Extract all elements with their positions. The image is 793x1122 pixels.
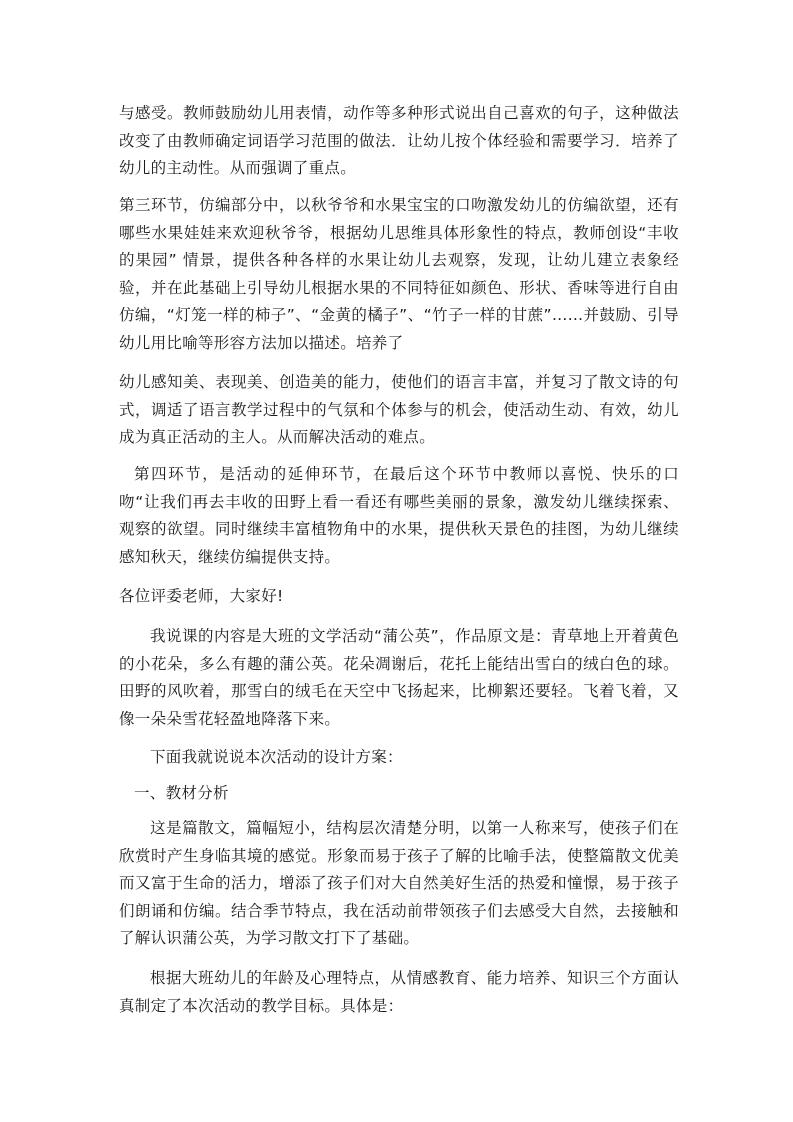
paragraph-1: 与感受。教师鼓励幼儿用表情，动作等多种形式说出自己喜欢的句子，这种做法改变了由教师确定词语学习范围的做法．让幼儿按个体经验和需要学习．培养了幼儿的主动性。从而强调了重点。	[119, 104, 679, 177]
paragraph-5-greeting: 各位评委老师，大家好!	[119, 587, 284, 605]
paragraph-9: 根据大班幼儿的年龄及心理特点，从情感教育、能力培养、知识三个方面认真制定了本次活动的教学目标。具体是：	[119, 969, 679, 1015]
section-heading-textbook-analysis: 一、教材分析	[134, 784, 229, 802]
paragraph-4: 第四环节，是活动的延伸环节，在最后这个环节中教师以喜悦、快乐的口吻“让我们再去丰收的田野上看一看还有哪些美丽的景象，激发幼儿继续探索、观察的欲望。同时继续丰富植物角中的水果，提供秋天景色的挂图，为幼儿继续感知秋天，继续仿编提供支持。	[119, 465, 679, 566]
paragraph-3: 幼儿感知美、表现美、创造美的能力，使他们的语言丰富，并复习了散文诗的句式，调适了语言教学过程中的气氛和个体参与的机会，使活动生动、有效，幼儿成为真正活动的主人。从而解决活动的难点。	[119, 373, 679, 446]
paragraph-7: 下面我就说说本次活动的设计方案：	[150, 748, 403, 766]
paragraph-6: 我说课的内容是大班的文学活动“蒲公英”，作品原文是：青草地上开着黄色的小花朵，多么有趣的蒲公英。花朵凋谢后，花托上能结出雪白的绒白色的球。田野的风吹着，那雪白的绒毛在天空中飞扬起来，比柳絮还要轻。飞着飞着，又像一朵朵雪花轻盈地降落下来。	[119, 627, 679, 728]
paragraph-2: 第三环节，仿编部分中，以秋爷爷和水果宝宝的口吻激发幼儿的仿编欲望，还有哪些水果娃娃来欢迎秋爷爷，根据幼儿思维具体形象性的特点，教师创设“丰收的果园” 情景，提供各种各样的水果让幼儿去观察，发现，让幼儿建立表象经验，并在此基础上引导幼儿根据水果的不同特征如颜色、形状、香味等进行自由仿编，“灯笼一样的柿子”、“金黄的橘子”、“竹子一样的甘蔗”……并鼓励、引导幼儿用比喻等形容方法加以描述。培养了	[119, 196, 679, 352]
paragraph-8: 这是篇散文，篇幅短小，结构层次清楚分明，以第一人称来写，使孩子们在欣赏时产生身临其境的感觉。形象而易于孩子了解的比喻手法，使整篇散文优美而又富于生命的活力，增添了孩子们对大自然美好生活的热爱和憧憬，易于孩子们朗诵和仿编。结合季节特点，我在活动前带领孩子们去感受大自然，去接触和了解认识蒲公英，为学习散文打下了基础。	[119, 819, 679, 947]
